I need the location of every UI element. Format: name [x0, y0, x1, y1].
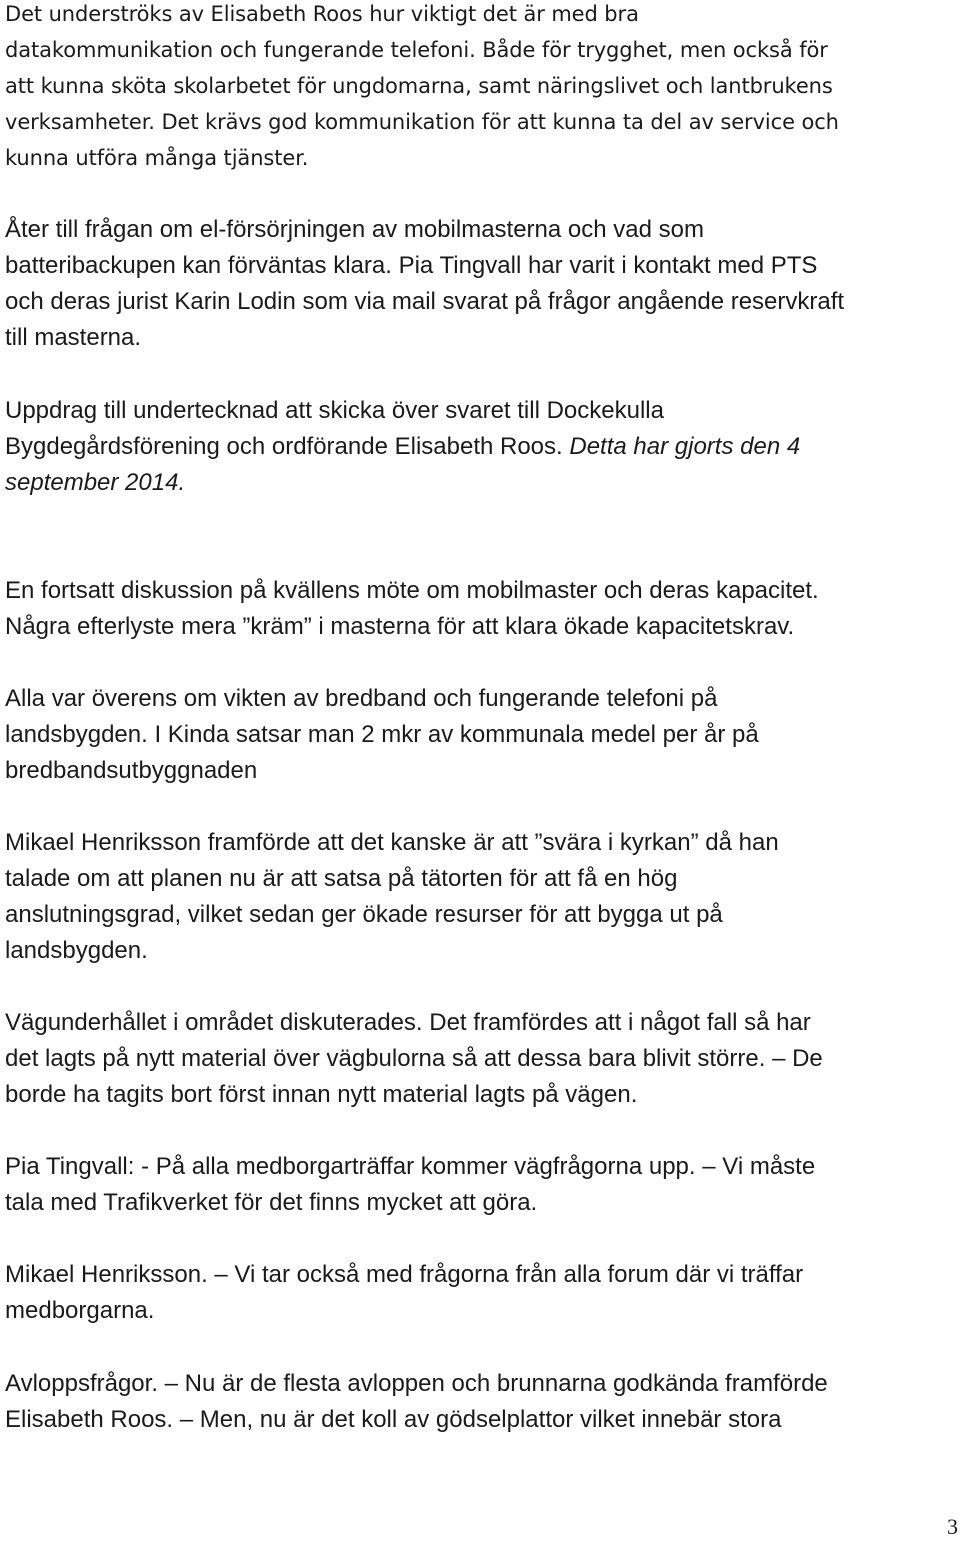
paragraph-uppdrag [5, 393, 800, 501]
page-number: 3 [947, 1514, 958, 1539]
paragraph-el-forsorjning: Åter till frågan om el-försörjningen av mobilmasterna och vad som batteribackupen kan förväntas klara. Pia Tingvall har varit i kontakt med PTS och deras jurist Karin Lodin som via mail svarat på frågor angående reservkraft till masterna. [5, 216, 845, 351]
paragraph-vagunderhall: Vägunderhållet i området diskuterades. Det framfördes att i något fall så har det lagts på nytt material över vägbulorna så att dessa bara blivit större. – De borde ha tagits bort först innan nytt material lagts på vägen. [5, 1009, 823, 1108]
paragraph-uppdrag-text: Uppdrag till undertecknad att skicka över svaret till Dockekulla Bygdegårdsförening och ordförande Elisabeth Roos. [5, 397, 664, 460]
paragraph-mikael-henriksson-forum: Mikael Henriksson. – Vi tar också med frågorna från alla forum där vi träffar medborgarna. [5, 1261, 804, 1324]
paragraph-pia-tingvall: Pia Tingvall: - På alla medborgarträffar kommer vägfrågorna upp. – Vi måste tala med Trafikverket för det finns mycket att göra. [5, 1153, 816, 1216]
paragraph-uppdrag-italic-note: Detta har gjorts den 4 september 2014. [5, 433, 801, 496]
paragraph-mobilmaster-kapacitet: En fortsatt diskussion på kvällens möte om mobilmaster och deras kapacitet. Några efterlyste mera ”kräm” i masterna för att klara ökade kapacitetskrav. [5, 577, 819, 640]
paragraph-datakommunikation: Det underströks av Elisabeth Roos hur viktigt det är med bra datakommunikation och fungerande telefoni. Både för trygghet, men också för att kunna sköta skolarbetet för ungdomarna, samt näringslivet och lantbrukens verksamheter. Det krävs god kommunikation för att kunna ta del av service och kunna utföra många tjänster. [5, 2, 839, 170]
paragraph-bredband: Alla var överens om vikten av bredband och fungerande telefoni på landsbygden. I Kinda satsar man 2 mkr av kommunala medel per år på bredbandsutbyggnaden [5, 685, 759, 784]
paragraph-mikael-henriksson-tatort: Mikael Henriksson framförde att det kanske är att ”svära i kyrkan” då han talade om att planen nu är att satsa på tätorten för att få en hög anslutningsgrad, vilket sedan ger ökade resurser för att bygga ut på landsbygden. [5, 829, 779, 964]
paragraph-avloppsfragor: Avloppsfrågor. – Nu är de flesta avloppen och brunnarna godkända framförde Elisabeth Roos. – Men, nu är det koll av gödselplattor vilket innebär stora [5, 1370, 828, 1433]
